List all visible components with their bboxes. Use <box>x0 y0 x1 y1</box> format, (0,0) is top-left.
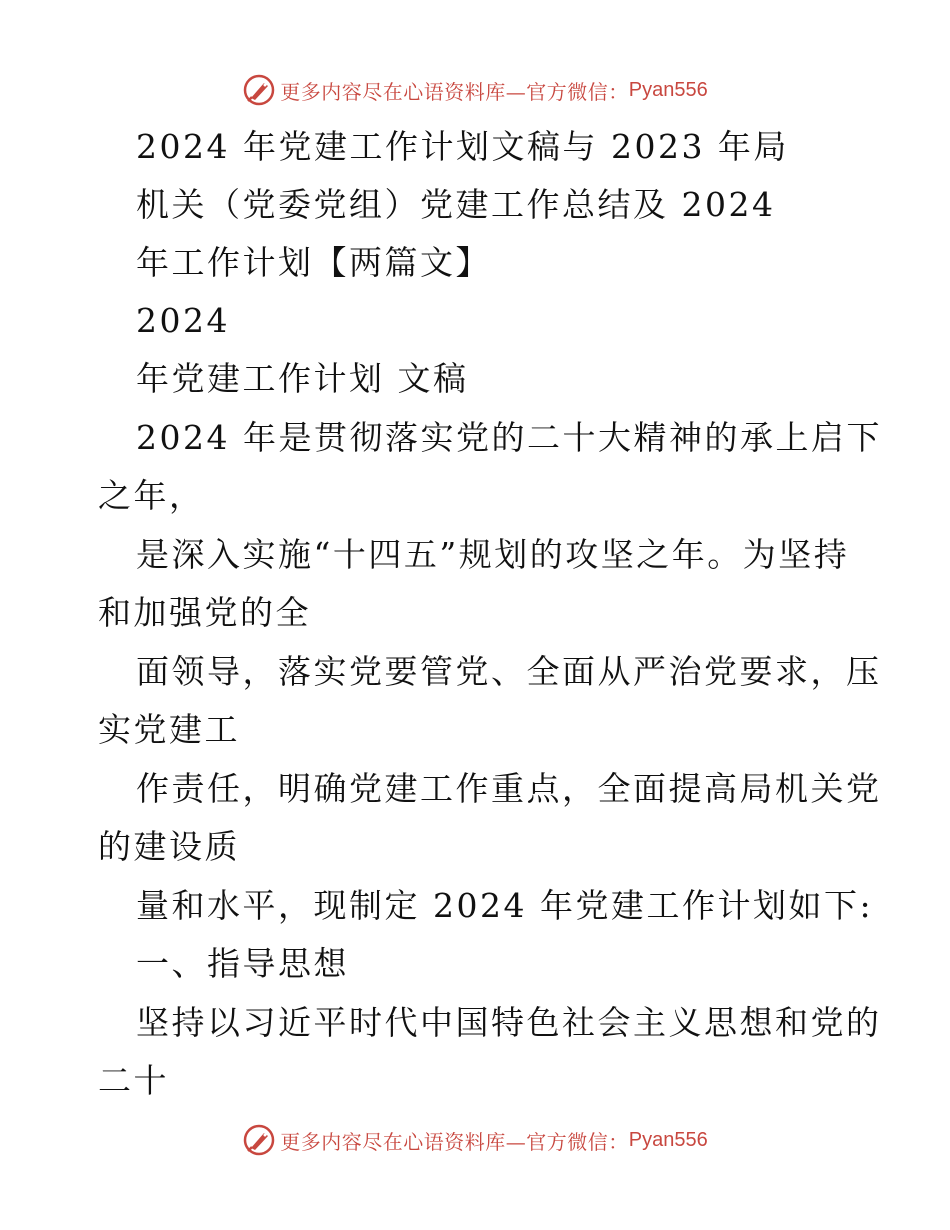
footer-watermark-banner <box>0 1120 950 1160</box>
subtitle-line-2: 年党建工作计划 文稿 <box>136 359 469 398</box>
paragraph-line: 的建设质 <box>98 827 240 866</box>
paragraph-line: 之年， <box>98 476 205 515</box>
watermark-wechat-id: Pyan556 <box>628 1128 708 1151</box>
watermark-text: 更多内容尽在心语资料库—官方微信： <box>280 79 629 104</box>
title-line-2: 机关（党委党组）党建工作总结及 2024 <box>136 185 776 224</box>
watermark-wechat-id: Pyan556 <box>628 78 708 101</box>
watermark-text: 更多内容尽在心语资料库—官方微信： <box>280 1129 629 1154</box>
subtitle-line-1: 2024 <box>136 301 230 340</box>
paragraph-line: 作责任，明确党建工作重点，全面提高局机关党 <box>136 769 882 808</box>
title-line-1: 2024 年党建工作计划文稿与 2023 年局 <box>136 127 789 166</box>
paragraph-line: 面领导，落实党要管党、全面从严治党要求，压 <box>136 652 882 691</box>
paragraph-line: 坚持以习近平时代中国特色社会主义思想和党的 <box>136 1003 882 1042</box>
pen-nib-logo-icon <box>242 1123 276 1157</box>
section-heading: 一、指导思想 <box>136 944 349 983</box>
paragraph-line: 2024 年是贯彻落实党的二十大精神的承上启下 <box>136 418 882 457</box>
title-line-3: 年工作计划【两篇文】 <box>136 243 491 282</box>
paragraph-line: 二十 <box>98 1061 169 1100</box>
paragraph-line: 实党建工 <box>98 710 240 749</box>
paragraph-line: 和加强党的全 <box>98 593 311 632</box>
paragraph-line: 量和水平，现制定 2024 年党建工作计划如下: <box>136 886 874 925</box>
paragraph-line: 是深入实施“十四五”规划的攻坚之年。为坚持 <box>136 535 850 574</box>
